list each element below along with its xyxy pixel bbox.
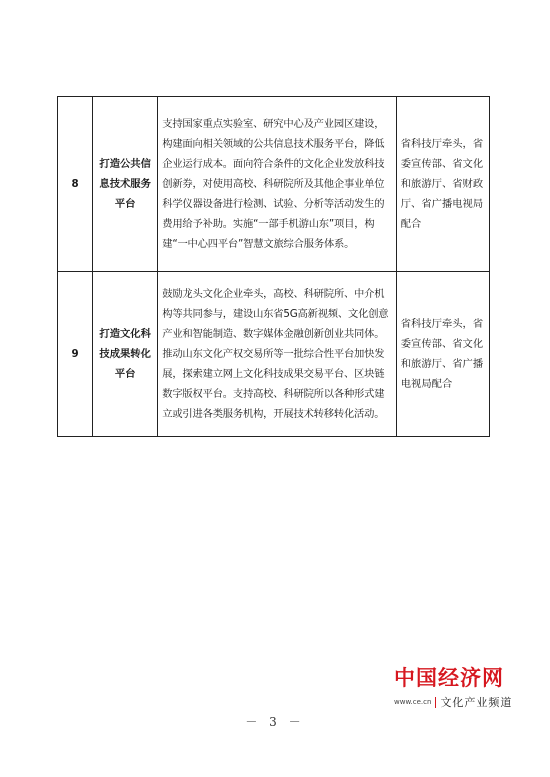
task-name: 打造公共信息技术服务平台 bbox=[93, 97, 158, 272]
table-row bbox=[58, 272, 490, 437]
responsible-departments: 省科技厅牵头，省委宣传部、省文化和旅游厅、省广播电视局配合 bbox=[396, 272, 489, 437]
ce-watermark-logo bbox=[394, 662, 514, 710]
watermark-divider bbox=[435, 697, 436, 708]
watermark-channel: 文化产业频道 bbox=[440, 696, 513, 709]
responsible-departments: 省科技厅牵头，省委宣传部、省文化和旅游厅、省财政厅、省广播电视局配合 bbox=[396, 97, 489, 272]
task-content: 鼓励龙头文化企业牵头，高校、科研院所、中介机构等共同参与，建设山东省5G高新视频、文化创意产业和智能制造、数字媒体金融创新创业共同体。推动山东文化产权交易所等一批综合性平台加快发展，探索建立网上文化科技成果交易平台、区块链数字版权平台。支持高校、科研院所以各种形式建立或引进各类服务机构，开展技术转移转化活动。 bbox=[158, 272, 397, 437]
policy-table bbox=[57, 96, 490, 437]
watermark-brand: 中国经济网 bbox=[394, 665, 504, 690]
watermark-url: www.ce.cn bbox=[394, 698, 432, 706]
watermark-subline bbox=[394, 694, 514, 710]
task-name: 打造文化科技成果转化平台 bbox=[93, 272, 158, 437]
row-number: 8 bbox=[58, 97, 93, 272]
table-row bbox=[58, 97, 490, 272]
row-number: 9 bbox=[58, 272, 93, 437]
page-number: － 3 － bbox=[245, 715, 305, 729]
task-content: 支持国家重点实验室、研究中心及产业园区建设，构建面向相关领域的公共信息技术服务平台，降低企业运行成本。面向符合条件的文化企业发放科技创新券，对使用高校、科研院所及其他企事业单位科学仪器设备进行检测、试验、分析等活动发生的费用给予补助。实施“一部手机游山东”项目，构建“一中心四平台”智慧文旅综合服务体系。 bbox=[158, 97, 397, 272]
